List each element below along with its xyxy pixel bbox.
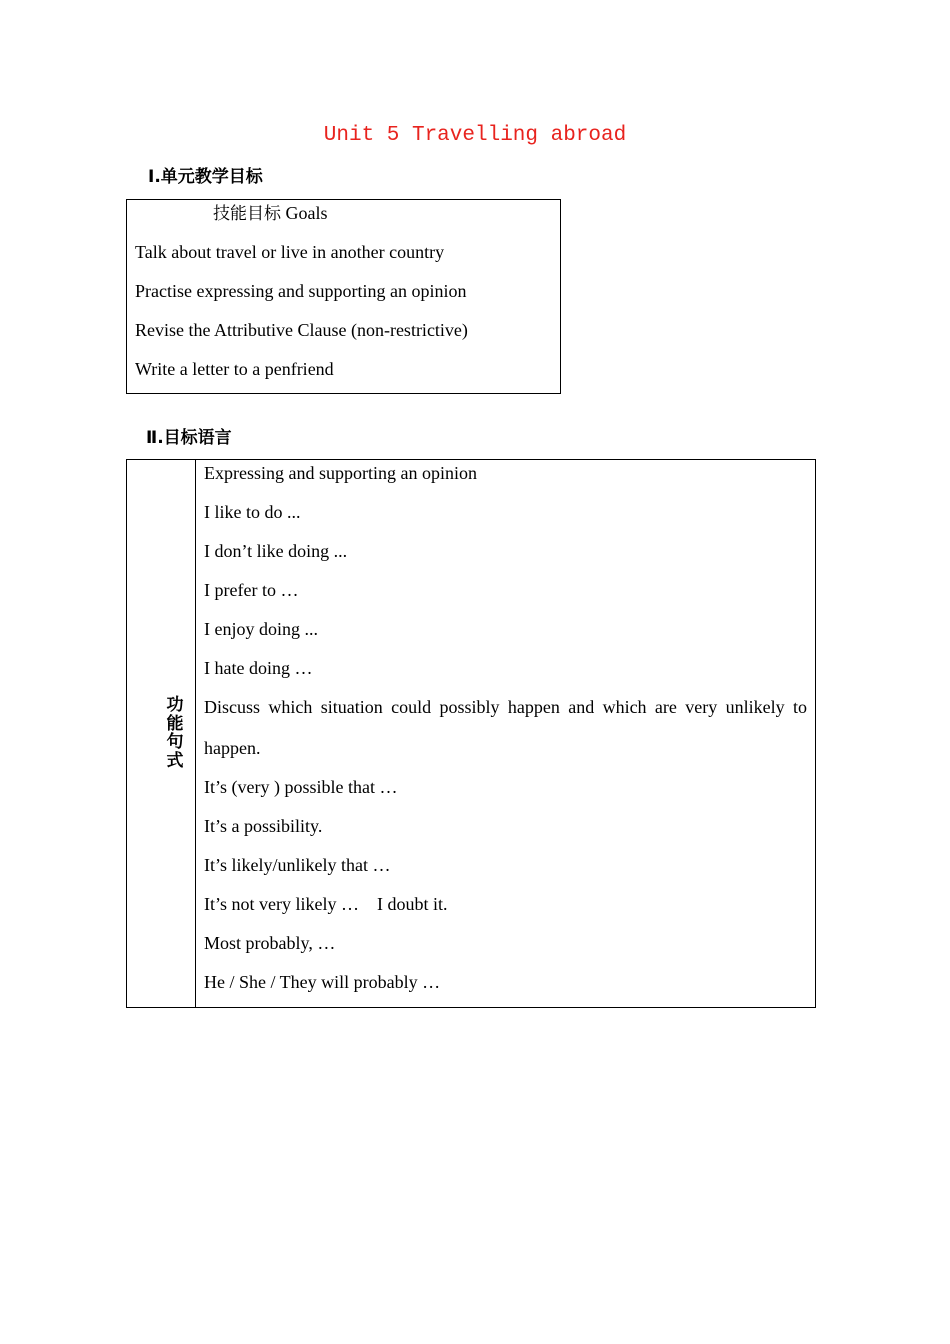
- document-title: Unit 5 Travelling abroad: [323, 124, 627, 147]
- skill-goals-header-cn: 技能目标: [213, 204, 281, 224]
- label-char: 句: [166, 732, 184, 752]
- section-heading-target-language: Ⅱ.目标语言: [146, 428, 232, 448]
- target-language-table: [126, 459, 816, 1008]
- sentence-line: I like to do ...: [204, 502, 301, 522]
- sentence-line: Discuss which situation could possibly happen and which are very unlikely to: [204, 697, 807, 717]
- functional-sentences-label: [163, 696, 187, 770]
- sentence-line: It’s not very likely … I doubt it.: [204, 894, 448, 914]
- sentence-line: He / She / They will probably …: [204, 972, 441, 992]
- sentence-line: happen.: [204, 738, 261, 758]
- skill-goals-header: [213, 201, 328, 226]
- goal-item: Revise the Attributive Clause (non-restrictive): [135, 320, 468, 340]
- sentence-line: It’s a possibility.: [204, 816, 323, 836]
- sentence-line: It’s likely/unlikely that …: [204, 855, 391, 875]
- sentence-line: I hate doing …: [204, 658, 313, 678]
- label-char: 功: [166, 695, 184, 715]
- sentence-line: I enjoy doing ...: [204, 619, 318, 639]
- column-divider: [195, 460, 196, 1007]
- goal-item: Write a letter to a penfriend: [135, 359, 334, 379]
- sentence-line: Expressing and supporting an opinion: [204, 463, 477, 483]
- label-char: 式: [166, 750, 184, 771]
- sentence-line: I don’t like doing ...: [204, 541, 348, 561]
- sentence-line: I prefer to …: [204, 580, 299, 600]
- goal-item: Talk about travel or live in another country: [135, 242, 445, 262]
- goal-item: Practise expressing and supporting an opinion: [135, 281, 467, 301]
- sentence-line: Most probably, …: [204, 933, 336, 953]
- section-heading-teaching-goals: Ⅰ.单元教学目标: [148, 167, 263, 187]
- sentence-line: It’s (very ) possible that …: [204, 777, 398, 797]
- skill-goals-header-en: Goals: [285, 203, 328, 223]
- skill-goals-box: [126, 199, 561, 394]
- label-char: 能: [166, 713, 184, 734]
